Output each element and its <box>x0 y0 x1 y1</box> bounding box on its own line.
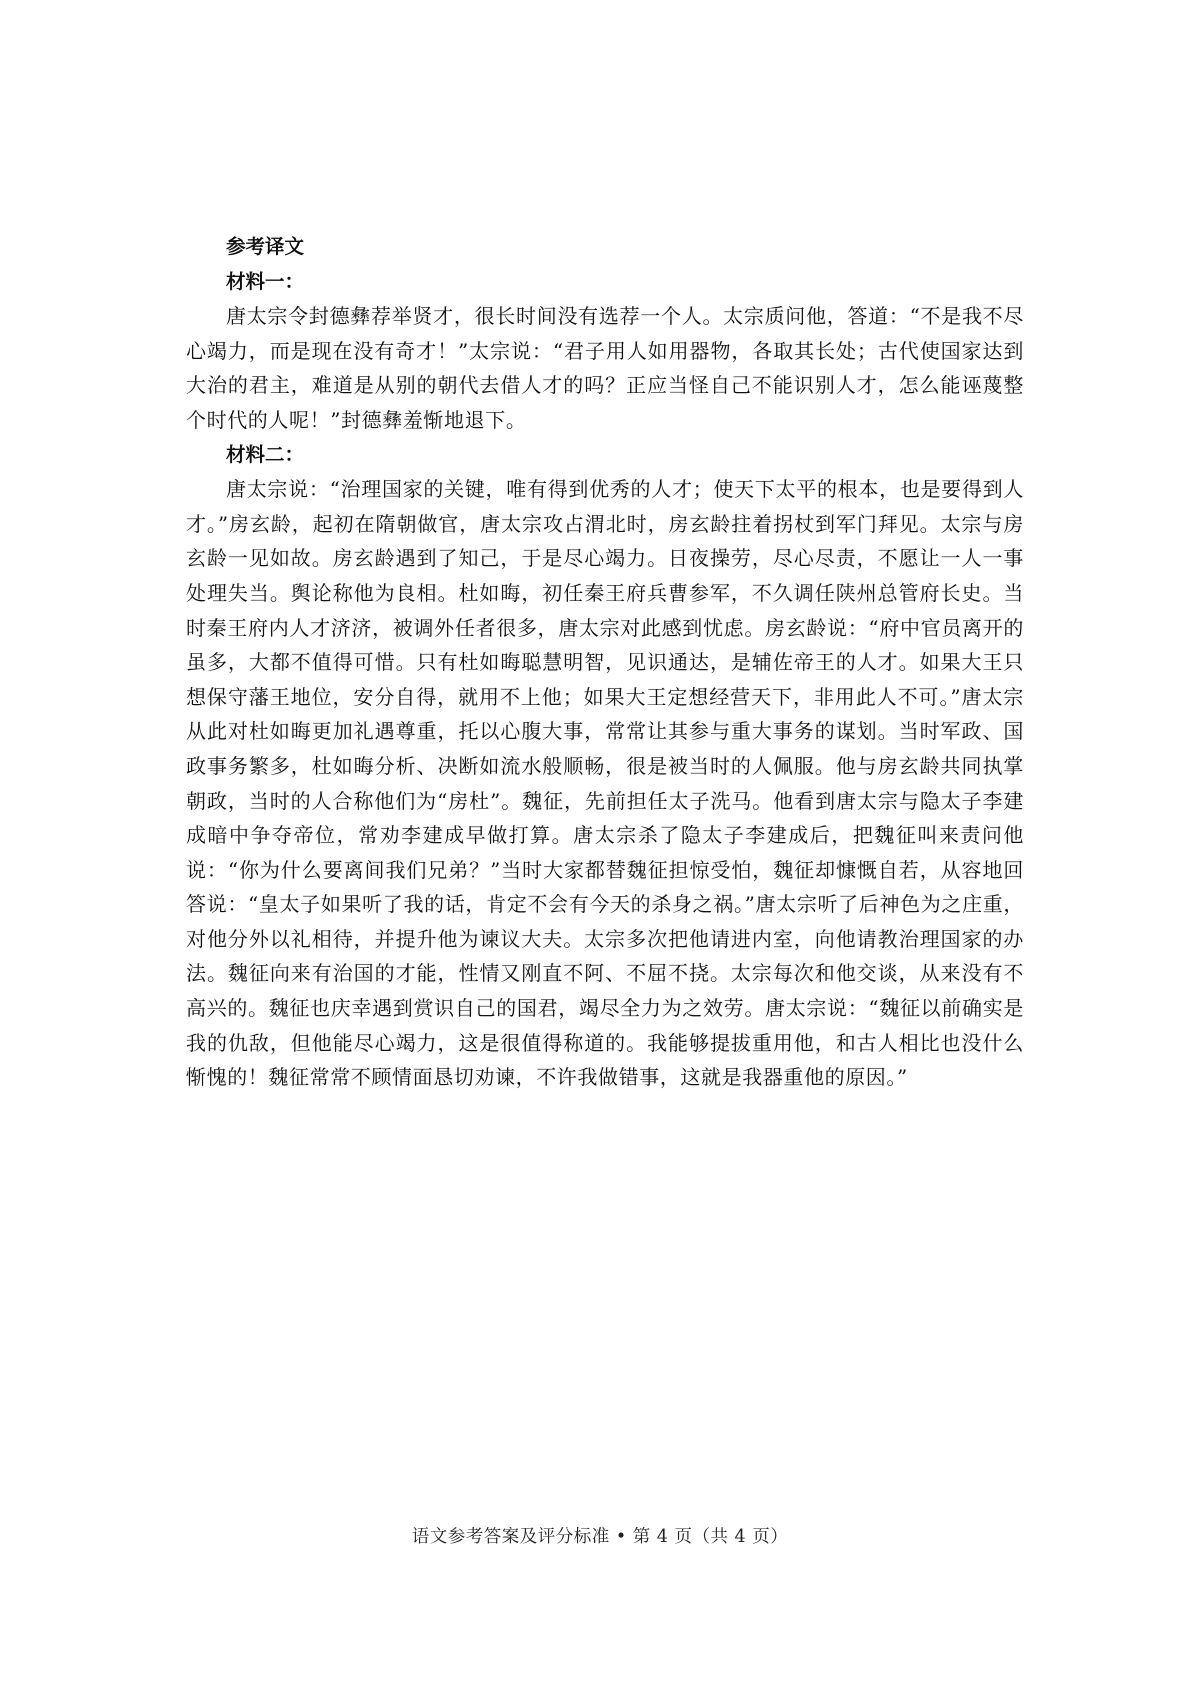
document-title: 参考译文 <box>226 235 305 258</box>
section-2-title: 材料二： <box>226 442 305 466</box>
section-1-title: 材料一： <box>226 269 305 293</box>
section-1-paragraph: 唐太宗令封德彝荐举贤才，很长时间没有选荐一个人。太宗质问他，答道：“不是我不尽心竭力，而是现在没有奇才！”太宗说：“君子用人如用器物，各取其长处；古代使国家达到大治的君主，难道是从别的朝代去借人才的吗？正应当怪自己不能识别人才，怎么能诬蔑整个时代的人呢！”封德彝羞惭地退下。 <box>186 304 1024 432</box>
section-2-paragraph: 唐太宗说：“治理国家的关键，唯有得到优秀的人才；使天下太平的根本，也是要得到人才。”房玄龄，起初在隋朝做官，唐太宗攻占渭北时，房玄龄拄着拐杖到军门拜见。太宗与房玄龄一见如故。房玄龄遇到了知己，于是尽心竭力。日夜操劳，尽心尽责，不愿让一人一事处理失当。舆论称他为良相。杜如晦，初任秦王府兵曹参军，不久调任陕州总管府长史。当时秦王府内人才济济，被调外任者很多，唐太宗对此感到忧虑。房玄龄说：“府中官员离开的虽多，大都不值得可惜。只有杜如晦聪慧明智，见识通达，是辅佐帝王的人才。如果大王只想保守藩王地位，安分自得，就用不上他；如果大王定想经营天下，非用此人不可。”唐太宗从此对杜如晦更加礼遇尊重，托以心腹大事，常常让其参与重大事务的谋划。当时军政、国政事务繁多，杜如晦分析、决断如流水般顺畅，很是被当时的人佩服。他与房玄龄共同执掌朝政，当时的人合称他们为“房杜”。魏征，先前担任太子洗马。他看到唐太宗与隐太子李建成暗中争夺帝位，常劝李建成早做打算。唐太宗杀了隐太子李建成后，把魏征叫来责问他说：“你为什么要离间我们兄弟？”当时大家都替魏征担惊受怕，魏征却慷慨自若，从容地回答说：“皇太子如果听了我的话，肯定不会有今天的杀身之祸。”唐太宗听了后神色为之庄重，对他分外以礼相待，并提升他为谏议大夫。太宗多次把他请进内室，向他请教治理国家的办法。魏征向来有治国的才能，性情又刚直不阿、不屈不挠。太宗每次和他交谈，从来没有不高兴的。魏征也庆幸遇到赏识自己的国君，竭尽全力为之效劳。唐太宗说：“魏征以前确实是我的仇敌，但他能尽心竭力，这是很值得称道的。我能够提拔重用他，和古人相比也没什么惭愧的！魏征常常不顾情面恳切劝谏，不许我做错事，这就是我器重他的原因。” <box>186 477 1024 1090</box>
translation-content <box>186 230 1024 1095</box>
page-footer: 语文参考答案及评分标准 • 第 4 页（共 4 页） <box>411 1527 789 1547</box>
